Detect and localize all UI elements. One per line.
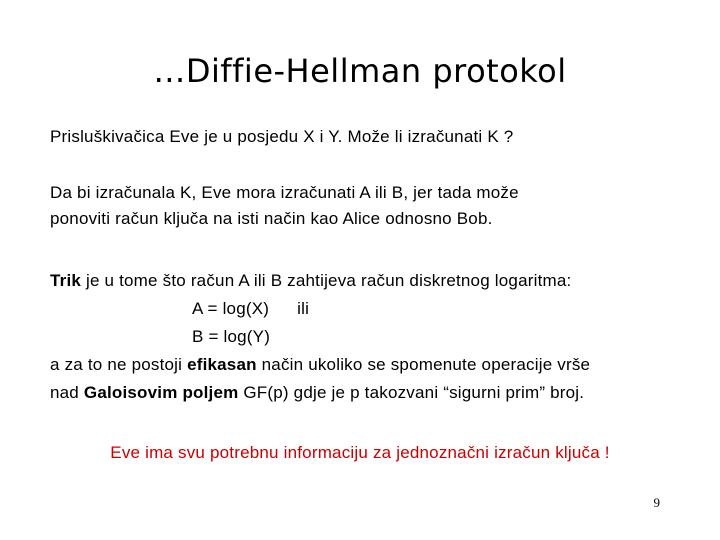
paragraph-trick-line-1 <box>50 270 571 292</box>
formula-a: A = log(X) <box>192 299 270 318</box>
line4-text-1: a za to ne postoji <box>50 355 188 374</box>
paragraph-requirement-line-1: Da bi izračunala K, Eve mora izračunati A ili B, jer tada može <box>50 183 519 202</box>
paragraph-trick-line-5 <box>50 382 584 404</box>
trick-text: je u tome što račun A ili B zahtijeva račun diskretnog logaritma: <box>81 271 572 290</box>
page-number: 9 <box>653 495 660 510</box>
conclusion-text: Eve ima svu potrebnu informaciju za jednoznačni izračun ključa ! <box>110 443 610 462</box>
slide-title: …Diffie-Hellman protokol <box>153 52 567 90</box>
galois-field-keyword: Galoisovim poljem <box>83 383 239 402</box>
line5-text-2: GF(p) gdje je p takozvani “sigurni prim” broj. <box>238 383 585 402</box>
formula-or: ili <box>297 299 310 318</box>
trick-keyword: Trik <box>50 271 82 290</box>
paragraph-requirement-line-2: ponoviti račun ključa na isti način kao Alice odnosno Bob. <box>50 209 493 228</box>
formula-a-line <box>192 298 309 320</box>
paragraph-eve-intercept: Prisluškivačica Eve je u posjedu X i Y. Može li izračunati K ? <box>50 127 514 146</box>
formula-b-line <box>192 326 270 348</box>
paragraph-trick-line-4 <box>50 354 590 376</box>
efficient-keyword: efikasan <box>187 355 257 374</box>
formula-b: B = log(Y) <box>192 327 271 346</box>
line5-text-1: nad <box>50 383 84 402</box>
line4-text-2: način ukoliko se spomenute operacije vrše <box>256 355 591 374</box>
